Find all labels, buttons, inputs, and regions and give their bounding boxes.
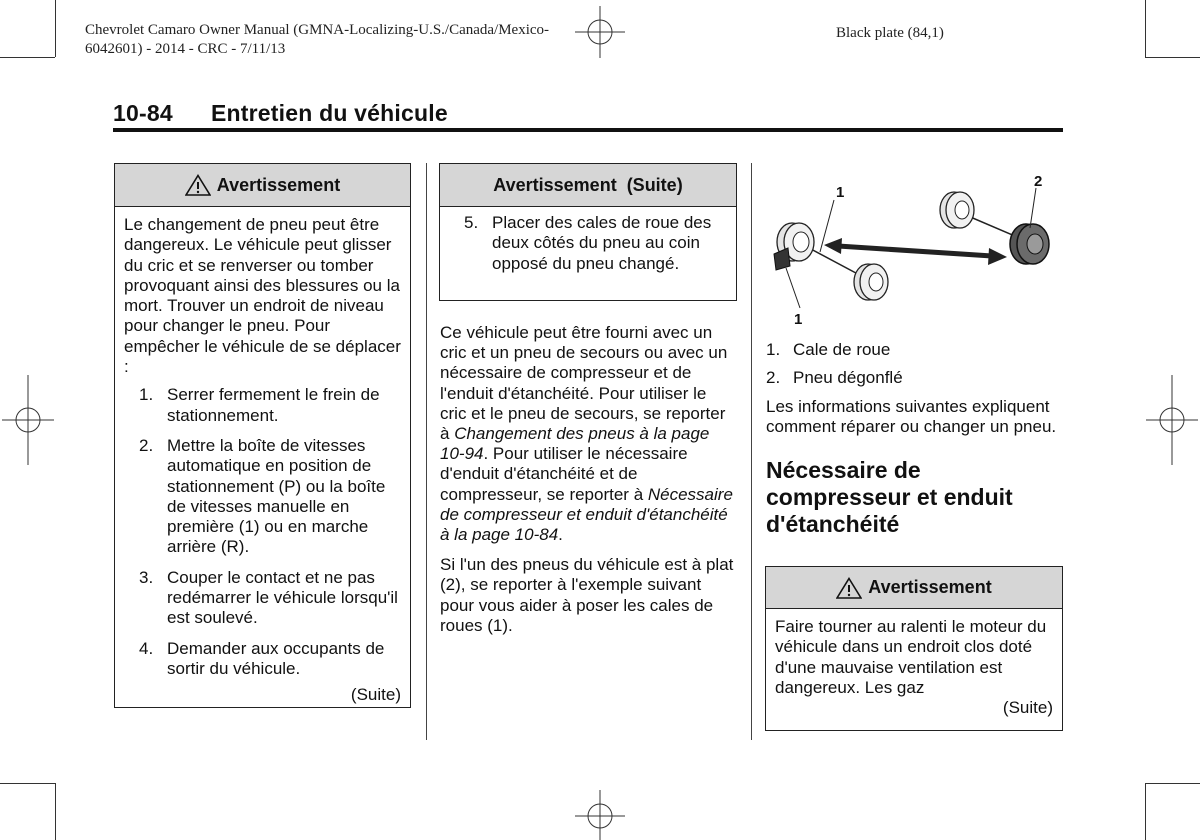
legend-number: 1. — [766, 340, 781, 359]
legend-text: Cale de roue — [793, 340, 891, 359]
paragraph: Les informations suivantes expliquent comment réparer ou changer un pneu. — [766, 397, 1057, 436]
registration-mark-icon — [1146, 375, 1198, 465]
warning-text: Le changement de pneu peut être dangereux. Le véhicule peut glisser du cric et se renverser ou tomber provoquant ainsi des blessures ou la mort. Trouver un endroit de niveau pour changer le pneu. Pour empêcher le véhicule de se déplacer : — [124, 215, 401, 377]
step-number: 3. — [139, 567, 154, 587]
step-text: Serrer fermement le frein de stationnement. — [167, 385, 380, 425]
step-text: Demander aux occupants de sortir du véhicule. — [167, 638, 385, 678]
crop-mark — [55, 0, 56, 57]
step-text: Mettre la boîte de vitesses automatique en position de stationnement (P) ou la boîte de vitesses manuelle en première (1) ou en marche arrière (R). — [167, 435, 386, 557]
page-header — [113, 100, 448, 127]
continued-label: (Suite) — [350, 685, 401, 705]
step-number: 2. — [139, 435, 154, 455]
wheel-icon — [940, 192, 974, 228]
warning-header — [766, 567, 1062, 609]
legend-item — [766, 368, 1063, 388]
warning-title: Avertissement (Suite) — [493, 174, 683, 195]
registration-mark-icon — [570, 790, 630, 840]
warning-box — [765, 566, 1063, 731]
wheel-icon — [854, 264, 888, 300]
crop-mark — [1145, 783, 1146, 840]
registration-mark-icon — [2, 375, 54, 465]
paragraph — [440, 323, 737, 545]
crop-mark — [1145, 783, 1200, 784]
column-3-text — [766, 340, 1063, 538]
legend-number: 2. — [766, 368, 781, 387]
warning-continued-box — [439, 163, 737, 301]
warning-header — [115, 164, 410, 207]
crop-mark — [55, 783, 56, 840]
crop-mark — [0, 783, 55, 784]
list-item — [449, 213, 727, 274]
step-number: 4. — [139, 638, 154, 658]
text-run: . — [558, 525, 563, 545]
list-item — [124, 385, 401, 426]
section-title: Entretien du véhicule — [211, 100, 448, 126]
text-run: Ce véhicule peut être fourni avec un cric et un pneu de secours ou avec un nécessaire de compresseur et de l'enduit d'étanchéité. Pour utiliser le cric et le pneu de secours, se reporter à — [440, 323, 728, 444]
wheel-chock-icon — [774, 248, 790, 270]
crop-mark — [1145, 0, 1146, 57]
double-arrow-icon — [824, 238, 1007, 265]
header-rule — [113, 128, 1063, 132]
plate-info: Black plate (84,1) — [836, 25, 944, 41]
print-info — [85, 21, 605, 59]
print-info-line1: Chevrolet Camaro Owner Manual (GMNA-Localizing-U.S./Canada/Mexico- — [85, 22, 550, 38]
cross-reference[interactable]: Changement des pneus à la page 10-94 — [440, 424, 710, 464]
column-2-text — [440, 323, 737, 646]
column-separator — [751, 163, 752, 740]
step-number: 5. — [464, 213, 479, 232]
list-item — [124, 568, 401, 629]
text-run: . Pour utiliser le nécessaire d'enduit d'étanchéité et de compresseur, se reporter à — [440, 444, 688, 504]
step-number: 1. — [139, 385, 154, 405]
warning-body — [766, 609, 1062, 724]
callout-1: 1 — [836, 184, 845, 201]
warning-header — [440, 164, 736, 207]
warning-title: Avertissement — [216, 174, 341, 195]
crop-mark — [1145, 57, 1200, 58]
warning-text: Faire tourner au ralenti le moteur du véhicule dans un endroit clos doté d'une mauvaise ventilation est dangereux. Les gaz — [775, 617, 1047, 697]
cross-reference[interactable]: Nécessaire de compresseur et enduit d'étanchéité à la page 10-84 — [440, 484, 733, 545]
step-text: Couper le contact et ne pas redémarrer le véhicule lorsqu'il est soulevé. — [167, 567, 398, 628]
callout-2: 2 — [1034, 173, 1043, 190]
warning-steps — [449, 213, 727, 274]
warning-body — [115, 207, 410, 712]
warning-body — [440, 207, 736, 280]
continued-label: (Suite) — [1002, 698, 1053, 718]
list-item — [124, 639, 401, 680]
column-separator — [426, 163, 427, 740]
step-text: Placer des cales de roue des deux côtés du pneu au coin opposé du pneu changé. — [492, 213, 712, 273]
legend-text: Pneu dégonflé — [793, 368, 903, 387]
warning-steps — [124, 385, 401, 679]
flat-tire-icon — [1010, 224, 1049, 264]
page-number: 10-84 — [113, 100, 173, 126]
warning-title: Avertissement — [868, 577, 992, 597]
warning-triangle-icon — [185, 174, 211, 196]
wheel-chock-diagram — [764, 170, 1064, 330]
warning-triangle-icon — [836, 577, 862, 599]
crop-mark — [0, 57, 55, 58]
print-info-line2: 6042601) - 2014 - CRC - 7/11/13 — [85, 41, 286, 57]
callout-1: 1 — [794, 311, 803, 328]
legend-item — [766, 340, 1063, 360]
section-heading: Nécessaire de compresseur et enduit d'étanchéité — [766, 457, 1013, 537]
warning-box — [114, 163, 411, 708]
paragraph: Si l'un des pneus du véhicule est à plat (2), se reporter à l'exemple suivant pour vous aider à poser les cales de roues (1). — [440, 555, 734, 635]
list-item — [124, 436, 401, 558]
